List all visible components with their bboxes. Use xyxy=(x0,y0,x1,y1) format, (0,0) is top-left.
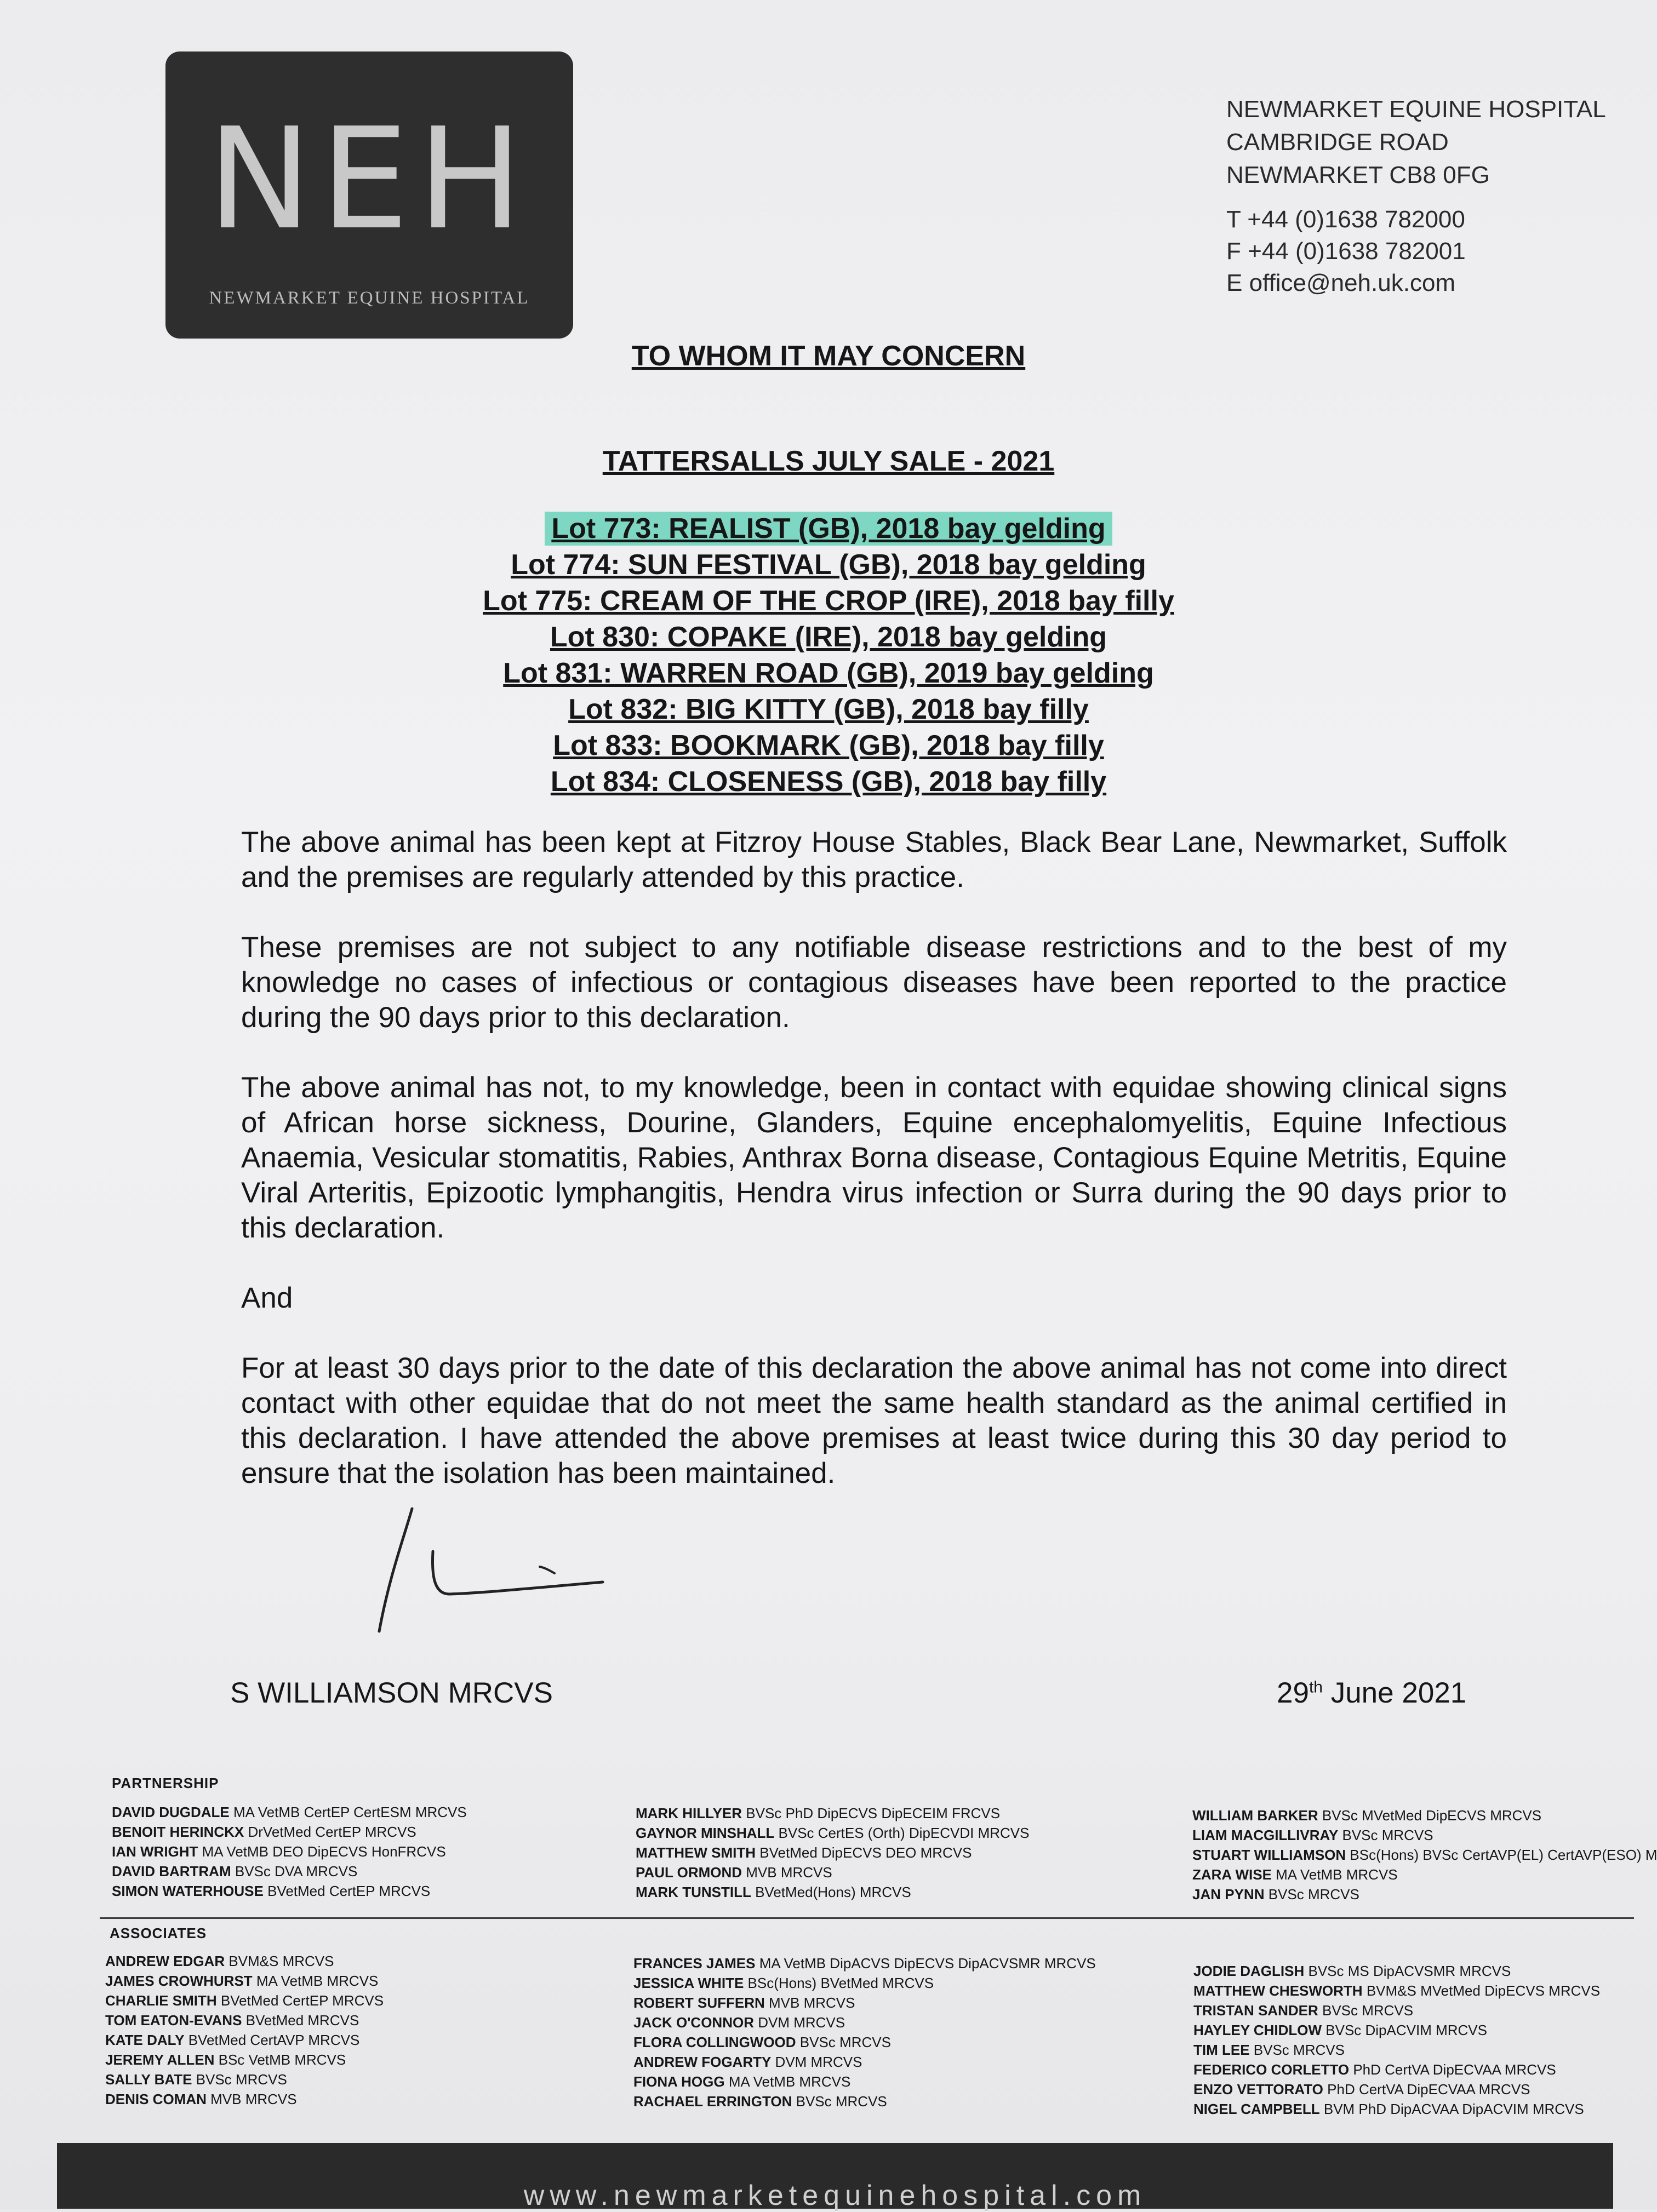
staff-entry xyxy=(1192,1806,1657,1825)
staff-entry xyxy=(633,2052,1096,2072)
lot-label: Lot 773: REALIST (GB), 2018 bay gelding xyxy=(545,512,1112,546)
lot-list xyxy=(0,511,1657,800)
staff-quals: MA VetMB MRCVS xyxy=(1271,1866,1398,1883)
date-month-year: June 2021 xyxy=(1322,1677,1467,1709)
lot-label: Lot 774: SUN FESTIVAL (GB), 2018 bay gelding xyxy=(511,549,1146,581)
staff-entry xyxy=(1193,2060,1600,2079)
signer-name: S WILLIAMSON MRCVS xyxy=(230,1677,553,1709)
staff-name: ZARA WISE xyxy=(1192,1866,1272,1883)
staff-entry xyxy=(1193,2079,1600,2099)
staff-entry xyxy=(636,1843,1029,1863)
handwritten-signature xyxy=(351,1501,614,1643)
staff-name: JODIE DAGLISH xyxy=(1193,1963,1305,1979)
staff-entry xyxy=(633,2013,1096,2032)
staff-quals: DrVetMed CertEP MRCVS xyxy=(244,1824,416,1840)
staff-name: GAYNOR MINSHALL xyxy=(636,1825,775,1841)
staff-quals: BVetMed CertAVP MRCVS xyxy=(184,2032,360,2048)
staff-quals: BVetMed MRCVS xyxy=(242,2012,359,2028)
partnership-column-2 xyxy=(636,1803,1029,1902)
staff-entry xyxy=(633,2072,1096,2091)
staff-entry xyxy=(105,1991,384,2010)
staff-name: LIAM MACGILLIVRAY xyxy=(1192,1827,1339,1843)
staff-name: JEREMY ALLEN xyxy=(105,2051,215,2068)
staff-name: SALLY BATE xyxy=(105,2071,192,2088)
staff-quals: PhD CertVA DipECVAA MRCVS xyxy=(1323,2081,1530,2098)
staff-name: DENIS COMAN xyxy=(105,2091,207,2107)
staff-quals: BVSc DVA MRCVS xyxy=(231,1863,358,1879)
staff-name: JAMES CROWHURST xyxy=(105,1973,253,1989)
staff-name: PAUL ORMOND xyxy=(636,1864,742,1881)
staff-entry xyxy=(633,1993,1096,2013)
staff-name: FLORA COLLINGWOOD xyxy=(633,2034,796,2050)
staff-quals: MVB MRCVS xyxy=(206,2091,297,2107)
staff-quals: BVM&S MRCVS xyxy=(225,1953,334,1969)
staff-quals: BVSc MS DipACVSMR MRCVS xyxy=(1304,1963,1511,1979)
staff-name: ANDREW EDGAR xyxy=(105,1953,225,1969)
staff-entry xyxy=(1192,1825,1657,1845)
staff-quals: MA VetMB CertEP CertESM MRCVS xyxy=(229,1804,467,1820)
staff-entry xyxy=(636,1882,1029,1902)
staff-quals: MA VetMB DEO DipECVS HonFRCVS xyxy=(198,1843,446,1860)
staff-name: TRISTAN SANDER xyxy=(1193,2002,1318,2019)
website-url: www.newmarketequinehospital.com xyxy=(523,2180,1147,2211)
associates-column-2 xyxy=(633,1953,1096,2111)
staff-quals: DVM MRCVS xyxy=(771,2054,862,2070)
paragraph-diseases: The above animal has not, to my knowledge, been in contact with equidae showing clinical signs of African horse sickness, Dourine, Glanders, Equine encephalomyelitis, Equine Infectious Anaemia, Vesicular stomatitis, Rabies, Anthrax Borna disease, Contagious Equine Metritis, Equine Viral Arteritis, Epizootic lymphangitis, Hendra virus infection or Surra during the 90 days prior to this declaration. xyxy=(241,1071,1507,1244)
staff-entry xyxy=(105,2030,384,2050)
lot-label: Lot 832: BIG KITTY (GB), 2018 bay filly xyxy=(568,694,1089,725)
address-line-3: NEWMARKET CB8 0FG xyxy=(1226,162,1490,188)
partnership-column-1 xyxy=(112,1802,467,1901)
staff-entry xyxy=(105,1951,384,1971)
staff-quals: PhD CertVA DipECVAA MRCVS xyxy=(1349,2061,1556,2078)
letter-date xyxy=(1277,1676,1466,1710)
paragraph-isolation: For at least 30 days prior to the date of this declaration the above animal has not come into direct contact with other equidae that do not meet the same health standard as the animal certified in this declaration. I have attended the above premises at least twice during this 30 day period to ensure that the isolation has been maintained. xyxy=(241,1352,1507,1489)
staff-quals: BVetMed CertEP MRCVS xyxy=(263,1883,431,1899)
staff-quals: BVSc MVetMed DipECVS MRCVS xyxy=(1318,1807,1542,1824)
associates-column-1 xyxy=(105,1951,384,2109)
paragraph-restrictions: These premises are not subject to any notifiable disease restrictions and to the best of my knowledge no cases of infectious or contagious diseases have been reported to the practice during the 90 days prior to this declaration. xyxy=(241,931,1507,1034)
staff-name: FEDERICO CORLETTO xyxy=(1193,2061,1350,2078)
staff-name: RACHAEL ERRINGTON xyxy=(633,2093,792,2110)
staff-name: STUART WILLIAMSON xyxy=(1192,1847,1346,1863)
staff-name: JACK O'CONNOR xyxy=(633,2014,754,2031)
sale-title: TATTERSALLS JULY SALE - 2021 xyxy=(602,445,1055,477)
staff-entry xyxy=(1193,2040,1600,2060)
staff-quals: BSc(Hons) BVSc CertAVP(EL) CertAVP(ESO) M xyxy=(1346,1847,1657,1863)
staff-quals: BSc(Hons) BVetMed MRCVS xyxy=(744,1975,934,1991)
hospital-address xyxy=(1226,93,1632,192)
lot-item xyxy=(0,619,1657,655)
staff-quals: MVB MRCVS xyxy=(742,1864,832,1881)
staff-name: ENZO VETTORATO xyxy=(1193,2081,1323,2098)
footer-bar xyxy=(57,2143,1613,2209)
paragraph-premises: The above animal has been kept at Fitzroy House Stables, Black Bear Lane, Newmarket, Suffolk and the premises are regularly attended by this practice. xyxy=(241,826,1507,893)
staff-name: MARK HILLYER xyxy=(636,1805,742,1821)
staff-quals: BVSc PhD DipECVS DipECEIM FRCVS xyxy=(742,1805,1001,1821)
date-suffix: th xyxy=(1309,1678,1323,1697)
lot-item xyxy=(0,764,1657,800)
staff-quals: BVetMed DipECVS DEO MRCVS xyxy=(756,1844,972,1861)
staff-quals: BVSc MRCVS xyxy=(1249,2042,1345,2058)
staff-entry xyxy=(1192,1845,1657,1865)
staff-entry xyxy=(105,2070,384,2089)
staff-name: JAN PYNN xyxy=(1192,1886,1265,1902)
staff-name: FRANCES JAMES xyxy=(633,1955,756,1972)
staff-entry xyxy=(636,1823,1029,1843)
staff-quals: BSc VetMB MRCVS xyxy=(214,2051,346,2068)
staff-quals: BVM PhD DipACVAA DipACVIM MRCVS xyxy=(1319,2101,1584,2117)
lot-item xyxy=(0,547,1657,583)
lot-item xyxy=(0,727,1657,764)
staff-quals: BVSc MRCVS xyxy=(792,2093,887,2110)
staff-entry xyxy=(633,2032,1096,2052)
staff-quals: MA VetMB DipACVS DipECVS DipACVSMR MRCVS xyxy=(755,1955,1096,1972)
lot-item-highlighted xyxy=(0,511,1657,547)
staff-entry xyxy=(112,1861,467,1881)
phone-number: T +44 (0)1638 782000 xyxy=(1226,206,1465,233)
partnership-column-3 xyxy=(1192,1806,1657,1904)
staff-name: FIONA HOGG xyxy=(633,2073,725,2090)
staff-quals: MA VetMB MRCVS xyxy=(724,2073,851,2090)
staff-name: WILLIAM BARKER xyxy=(1192,1807,1318,1824)
staff-name: MATTHEW SMITH xyxy=(636,1844,756,1861)
staff-quals: BVSc CertES (Orth) DipECVDI MRCVS xyxy=(774,1825,1030,1841)
letter-heading: TO WHOM IT MAY CONCERN xyxy=(631,340,1026,372)
lot-item xyxy=(0,655,1657,691)
staff-entry xyxy=(112,1802,467,1822)
staff-name: MATTHEW CHESWORTH xyxy=(1193,1982,1363,1999)
staff-entry xyxy=(1193,1961,1600,1981)
staff-name: CHARLIE SMITH xyxy=(105,1992,217,2009)
lot-label: Lot 831: WARREN ROAD (GB), 2019 bay gelding xyxy=(503,657,1154,689)
staff-name: KATE DALY xyxy=(105,2032,185,2048)
logo-subtitle: NEWMARKET EQUINE HOSPITAL xyxy=(209,288,530,308)
staff-entry xyxy=(105,1971,384,1991)
lot-label: Lot 834: CLOSENESS (GB), 2018 bay filly xyxy=(550,766,1107,798)
fax-number: F +44 (0)1638 782001 xyxy=(1226,238,1466,265)
lot-item xyxy=(0,583,1657,619)
staff-name: HAYLEY CHIDLOW xyxy=(1193,2022,1322,2038)
staff-entry xyxy=(1193,1981,1600,2001)
staff-quals: MA VetMB MRCVS xyxy=(252,1973,379,1989)
staff-name: TOM EATON-EVANS xyxy=(105,2012,242,2028)
staff-name: SIMON WATERHOUSE xyxy=(112,1883,264,1899)
staff-quals: BVSc MRCVS xyxy=(1264,1886,1359,1902)
staff-entry xyxy=(112,1842,467,1861)
staff-quals: DVM MRCVS xyxy=(753,2014,845,2031)
lot-item xyxy=(0,691,1657,727)
staff-quals: BVetMed CertEP MRCVS xyxy=(216,1992,384,2009)
staff-entry xyxy=(633,1953,1096,1973)
staff-quals: BVSc MRCVS xyxy=(1338,1827,1433,1843)
staff-quals: BVetMed(Hons) MRCVS xyxy=(751,1884,911,1900)
staff-name: DAVID BARTRAM xyxy=(112,1863,231,1879)
section-divider xyxy=(100,1917,1634,1919)
letter-body xyxy=(241,825,1507,1526)
address-line-2: CAMBRIDGE ROAD xyxy=(1226,129,1449,156)
staff-quals: BVSc DipACVIM MRCVS xyxy=(1322,2022,1487,2038)
staff-name: TIM LEE xyxy=(1193,2042,1250,2058)
lot-label: Lot 775: CREAM OF THE CROP (IRE), 2018 bay filly xyxy=(483,585,1174,617)
staff-entry xyxy=(633,1973,1096,1993)
staff-entry xyxy=(112,1822,467,1842)
lot-label: Lot 830: COPAKE (IRE), 2018 bay gelding xyxy=(550,621,1107,653)
logo-mark: NEH xyxy=(207,98,532,261)
staff-entry xyxy=(105,2089,384,2109)
staff-name: BENOIT HERINCKX xyxy=(112,1824,244,1840)
date-day: 29 xyxy=(1277,1677,1309,1709)
staff-quals: BVSc MRCVS xyxy=(796,2034,891,2050)
staff-entry xyxy=(636,1863,1029,1882)
staff-entry xyxy=(1193,2001,1600,2020)
email-address: E office@neh.uk.com xyxy=(1226,270,1456,296)
staff-name: DAVID DUGDALE xyxy=(112,1804,230,1820)
lot-label: Lot 833: BOOKMARK (GB), 2018 bay filly xyxy=(553,730,1104,761)
staff-entry xyxy=(633,2091,1096,2111)
staff-name: MARK TUNSTILL xyxy=(636,1884,751,1900)
staff-quals: BVSc MRCVS xyxy=(1318,2002,1414,2019)
associates-label: ASSOCIATES xyxy=(110,1925,207,1941)
staff-entry xyxy=(1193,2020,1600,2040)
staff-quals: MVB MRCVS xyxy=(764,1995,855,2011)
staff-entry xyxy=(105,2050,384,2070)
staff-name: ROBERT SUFFERN xyxy=(633,1995,765,2011)
associates-column-3 xyxy=(1193,1961,1600,2119)
address-line-1: NEWMARKET EQUINE HOSPITAL xyxy=(1226,96,1606,123)
staff-name: IAN WRIGHT xyxy=(112,1843,198,1860)
neh-logo xyxy=(165,51,573,339)
partnership-label: PARTNERSHIP xyxy=(112,1775,219,1791)
staff-quals: BVSc MRCVS xyxy=(192,2071,287,2088)
staff-entry xyxy=(105,2010,384,2030)
staff-entry xyxy=(112,1881,467,1901)
hospital-contacts xyxy=(1226,204,1632,299)
staff-name: ANDREW FOGARTY xyxy=(633,2054,772,2070)
staff-name: NIGEL CAMPBELL xyxy=(1193,2101,1320,2117)
staff-name: JESSICA WHITE xyxy=(633,1975,744,1991)
staff-entry xyxy=(1192,1865,1657,1884)
paragraph-and: And xyxy=(241,1282,293,1314)
staff-quals: BVM&S MVetMed DipECVS MRCVS xyxy=(1362,1982,1601,1999)
staff-entry xyxy=(636,1803,1029,1823)
staff-entry xyxy=(1192,1884,1657,1904)
staff-entry xyxy=(1193,2099,1600,2119)
